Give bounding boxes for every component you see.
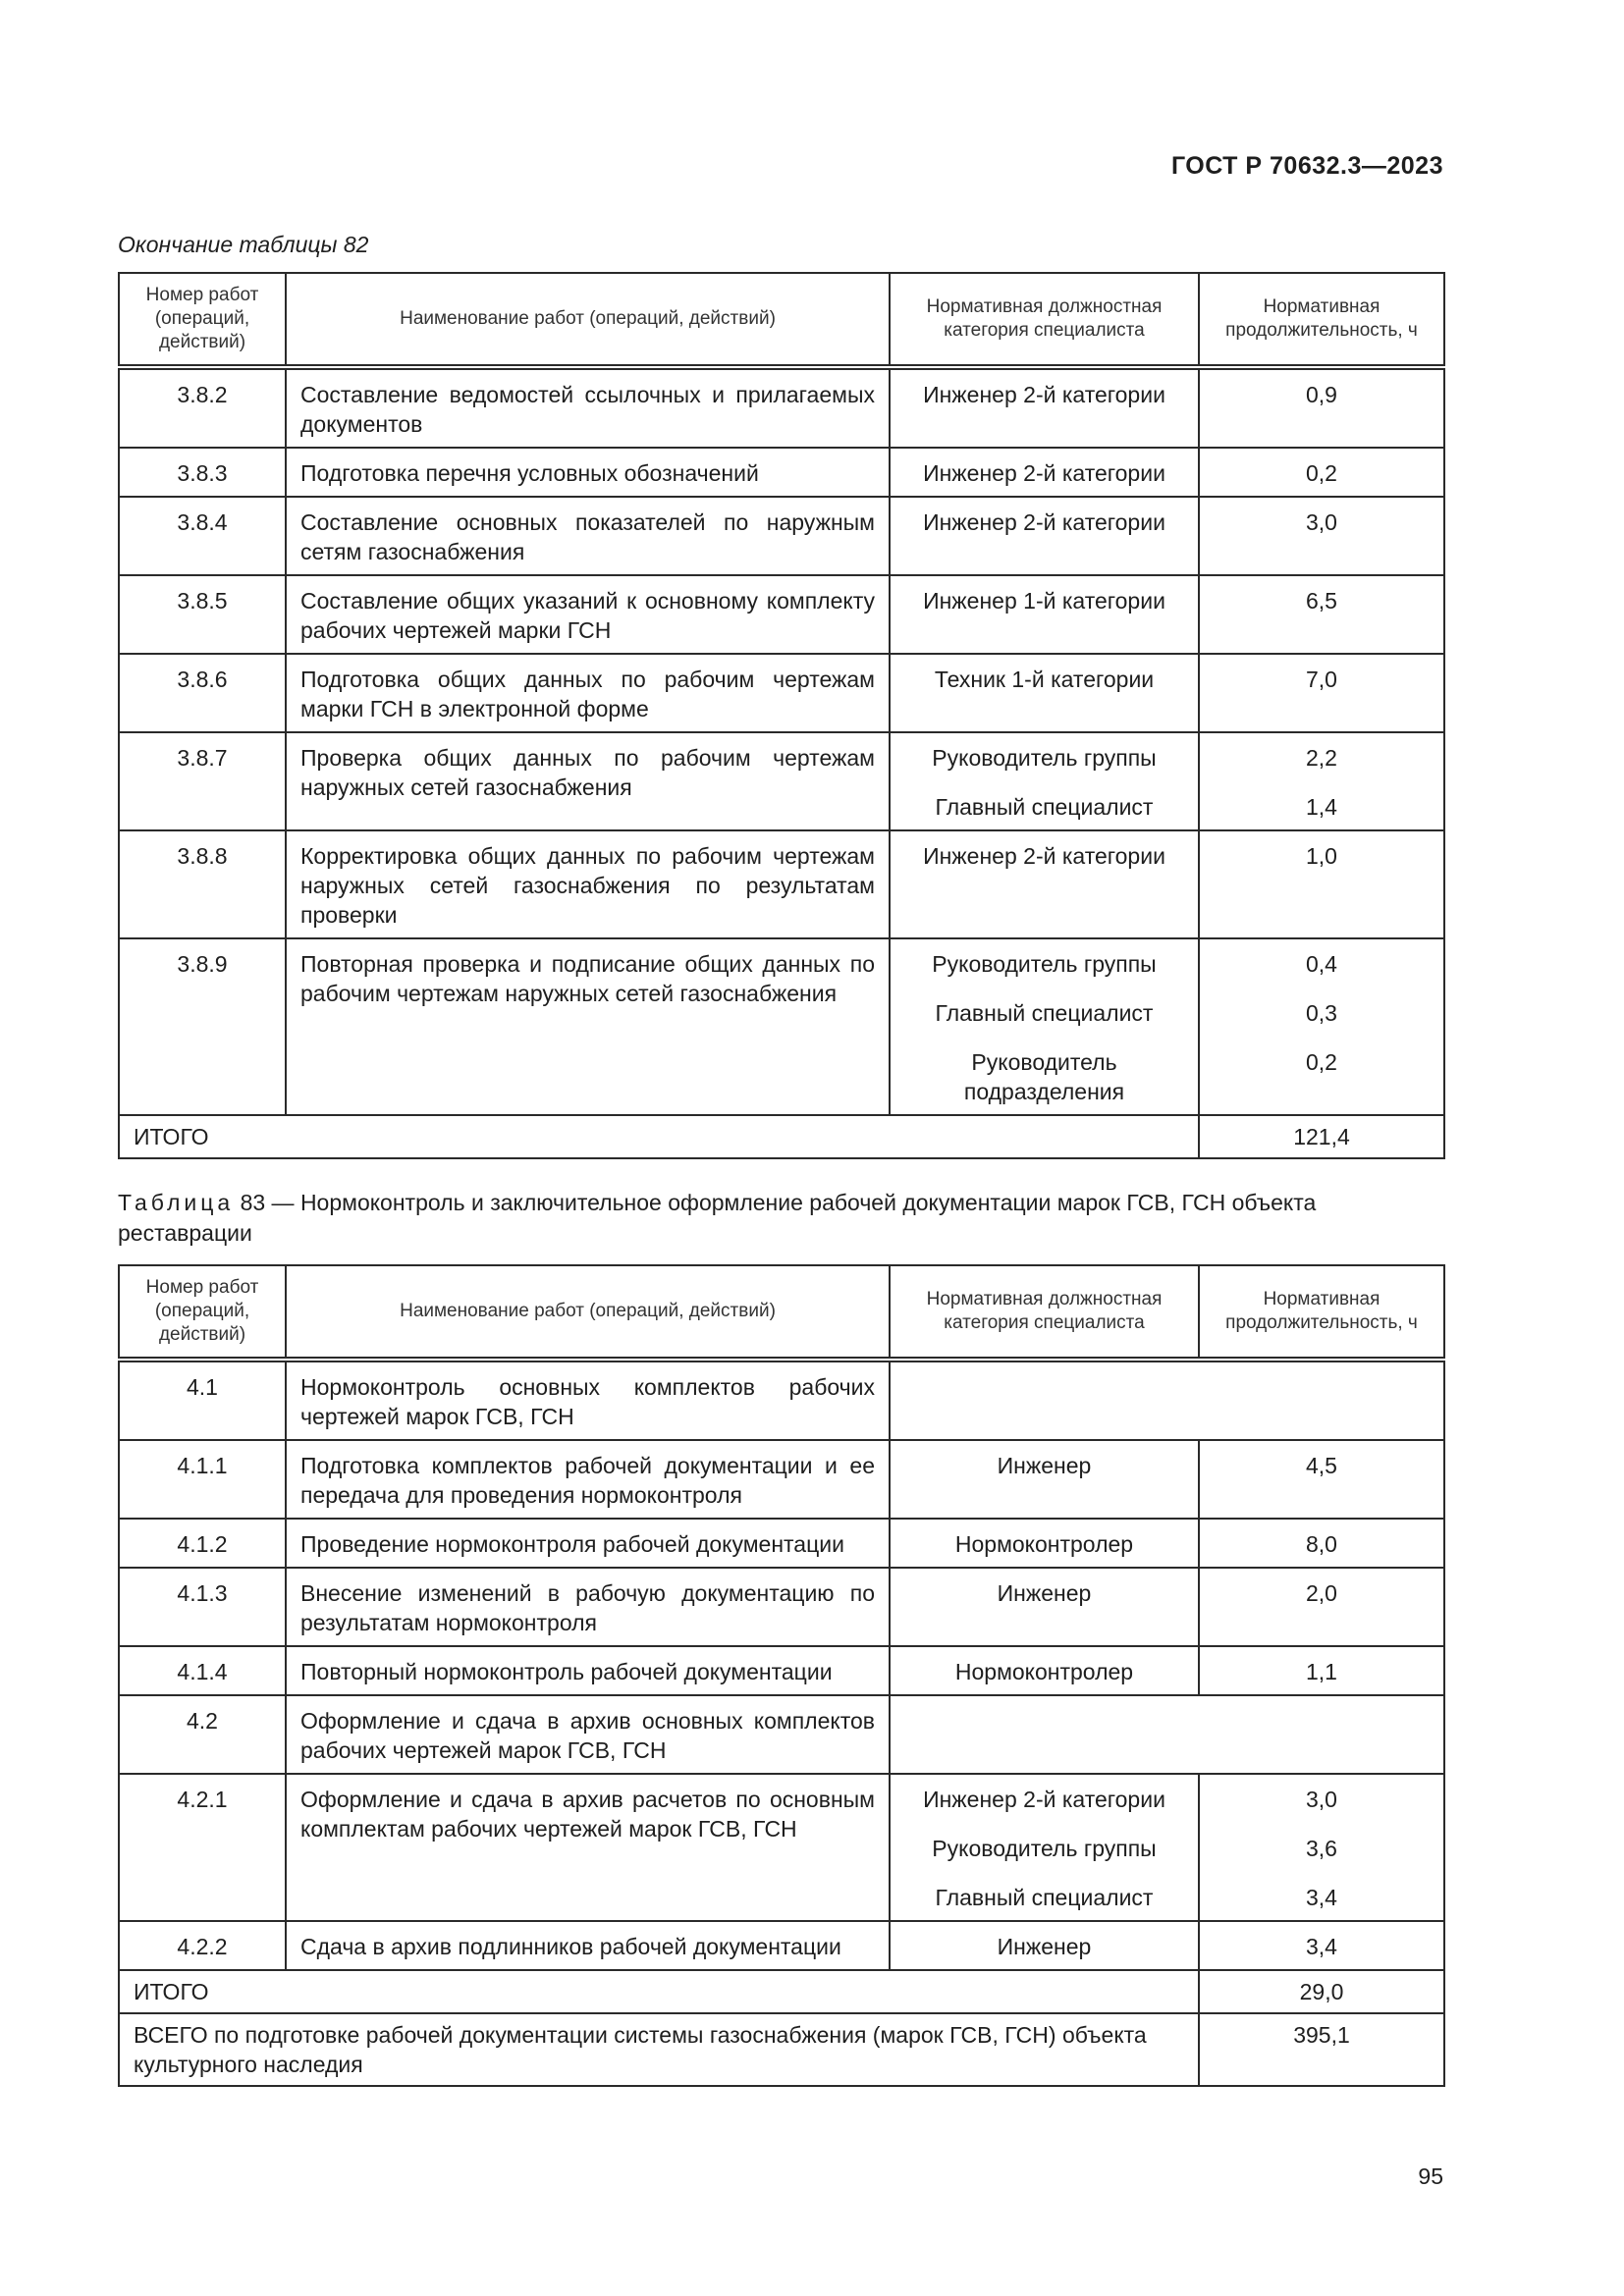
duration-value: 4,5 bbox=[1306, 1453, 1337, 1478]
category-value: Руководитель группы bbox=[932, 745, 1157, 771]
category-value: Инженер 2-й категории bbox=[923, 843, 1165, 869]
row-category bbox=[890, 575, 1199, 654]
row-category bbox=[890, 497, 1199, 575]
duration-value: 3,0 bbox=[1306, 509, 1337, 535]
row-name: Проведение нормоконтроля рабочей документации bbox=[286, 1519, 890, 1568]
table-row bbox=[119, 1360, 1444, 1440]
duration-value: 3,0 bbox=[1306, 1787, 1337, 1812]
row-duration bbox=[1199, 1519, 1444, 1568]
row-category bbox=[890, 1774, 1199, 1921]
duration-value: 0,9 bbox=[1306, 382, 1337, 407]
row-name: Оформление и сдача в архив основных комплектов рабочих чертежей марок ГСВ, ГСН bbox=[286, 1695, 890, 1774]
row-duration bbox=[1199, 448, 1444, 497]
column-header-duration: Нормативная продолжительность, ч bbox=[1199, 273, 1444, 367]
table-row bbox=[119, 1440, 1444, 1519]
total-row bbox=[119, 1115, 1444, 1158]
row-name: Повторная проверка и подписание общих данных по рабочим чертежам наружных сетей газоснабжения bbox=[286, 938, 890, 1115]
duration-value: 3,4 bbox=[1306, 1934, 1337, 1959]
table-83 bbox=[118, 1264, 1445, 2087]
row-name: Проверка общих данных по рабочим чертежам наружных сетей газоснабжения bbox=[286, 732, 890, 830]
row-duration bbox=[1199, 575, 1444, 654]
column-header-duration: Нормативная продолжительность, ч bbox=[1199, 1265, 1444, 1360]
row-number: 3.8.6 bbox=[119, 654, 286, 732]
row-number: 3.8.8 bbox=[119, 830, 286, 938]
row-name: Составление основных показателей по наружным сетям газоснабжения bbox=[286, 497, 890, 575]
row-number: 4.2.1 bbox=[119, 1774, 286, 1921]
row-number: 3.8.3 bbox=[119, 448, 286, 497]
row-duration bbox=[1199, 1774, 1444, 1921]
page-number: 95 bbox=[1418, 2163, 1443, 2189]
table-row bbox=[119, 497, 1444, 575]
row-duration bbox=[1199, 938, 1444, 1115]
column-header-name: Наименование работ (операций, действий) bbox=[286, 273, 890, 367]
row-category bbox=[890, 1440, 1199, 1519]
row-duration bbox=[1199, 1568, 1444, 1646]
table-row bbox=[119, 938, 1444, 1115]
duration-value: 0,2 bbox=[1306, 460, 1337, 486]
category-value: Техник 1-й категории bbox=[934, 667, 1155, 692]
grand-total-value: 395,1 bbox=[1199, 2013, 1444, 2086]
category-value: Инженер 2-й категории bbox=[923, 382, 1165, 407]
row-number: 4.1.2 bbox=[119, 1519, 286, 1568]
row-category bbox=[890, 1921, 1199, 1970]
row-name: Нормоконтроль основных комплектов рабочих чертежей марок ГСВ, ГСН bbox=[286, 1360, 890, 1440]
row-number: 4.1.1 bbox=[119, 1440, 286, 1519]
row-number: 3.8.5 bbox=[119, 575, 286, 654]
category-value: Нормоконтролер bbox=[954, 1659, 1134, 1684]
table-83-caption-text: 83 — Нормоконтроль и заключительное оформление рабочей документации марок ГСВ, ГСН объекта реставрации bbox=[118, 1190, 1317, 1246]
total-value: 29,0 bbox=[1199, 1970, 1444, 2013]
row-duration bbox=[1199, 1646, 1444, 1695]
total-label: ИТОГО bbox=[119, 1970, 1199, 2013]
category-value: Инженер 2-й категории bbox=[923, 1787, 1165, 1812]
total-value: 121,4 bbox=[1199, 1115, 1444, 1158]
table-header-row bbox=[119, 1265, 1444, 1360]
category-value: Инженер bbox=[997, 1453, 1092, 1478]
row-name: Корректировка общих данных по рабочим чертежам наружных сетей газоснабжения по результатам проверки bbox=[286, 830, 890, 938]
row-name: Оформление и сдача в архив расчетов по основным комплектам рабочих чертежей марок ГСВ, ГСН bbox=[286, 1774, 890, 1921]
row-category bbox=[890, 830, 1199, 938]
row-number: 4.2.2 bbox=[119, 1921, 286, 1970]
row-category bbox=[890, 1568, 1199, 1646]
table-row bbox=[119, 1695, 1444, 1774]
duration-value: 2,0 bbox=[1306, 1580, 1337, 1606]
row-name: Подготовка перечня условных обозначений bbox=[286, 448, 890, 497]
row-number: 4.2 bbox=[119, 1695, 286, 1774]
column-header-category: Нормативная должностная категория специалиста bbox=[890, 1265, 1199, 1360]
row-number: 4.1 bbox=[119, 1360, 286, 1440]
row-category bbox=[890, 654, 1199, 732]
row-name: Составление общих указаний к основному комплекту рабочих чертежей марки ГСН bbox=[286, 575, 890, 654]
row-duration bbox=[1199, 497, 1444, 575]
category-value: Руководитель группы bbox=[932, 1836, 1157, 1861]
row-empty-cells bbox=[890, 1695, 1444, 1774]
category-value: Главный специалист bbox=[935, 1000, 1154, 1026]
table-row bbox=[119, 575, 1444, 654]
standard-code: ГОСТ Р 70632.3—2023 bbox=[1170, 152, 1443, 180]
duration-value: 0,2 bbox=[1306, 1049, 1337, 1075]
row-category bbox=[890, 938, 1199, 1115]
category-value: Главный специалист bbox=[935, 794, 1154, 820]
row-number: 3.8.7 bbox=[119, 732, 286, 830]
column-header-number: Номер работ (операций, действий) bbox=[119, 1265, 286, 1360]
duration-value: 3,6 bbox=[1306, 1836, 1337, 1861]
table-row bbox=[119, 1646, 1444, 1695]
table-row bbox=[119, 1519, 1444, 1568]
row-duration bbox=[1199, 367, 1444, 448]
row-number: 4.1.4 bbox=[119, 1646, 286, 1695]
total-label: ИТОГО bbox=[119, 1115, 1199, 1158]
total-row bbox=[119, 1970, 1444, 2013]
table-82 bbox=[118, 272, 1445, 1159]
table-row bbox=[119, 367, 1444, 448]
row-name: Составление ведомостей ссылочных и прилагаемых документов bbox=[286, 367, 890, 448]
category-value: Руководитель подразделения bbox=[963, 1049, 1125, 1104]
row-number: 3.8.9 bbox=[119, 938, 286, 1115]
table-82-caption: Окончание таблицы 82 bbox=[118, 232, 369, 257]
table-row bbox=[119, 1568, 1444, 1646]
row-empty-cells bbox=[890, 1360, 1444, 1440]
row-name: Подготовка общих данных по рабочим чертежам марки ГСН в электронной форме bbox=[286, 654, 890, 732]
row-category bbox=[890, 448, 1199, 497]
row-number: 3.8.4 bbox=[119, 497, 286, 575]
row-name: Повторный нормоконтроль рабочей документации bbox=[286, 1646, 890, 1695]
category-value: Нормоконтролер bbox=[954, 1531, 1134, 1557]
table-row bbox=[119, 732, 1444, 830]
row-category bbox=[890, 1646, 1199, 1695]
row-duration bbox=[1199, 1921, 1444, 1970]
table-83-caption bbox=[118, 1188, 1443, 1249]
row-duration bbox=[1199, 732, 1444, 830]
row-category bbox=[890, 732, 1199, 830]
duration-value: 1,0 bbox=[1306, 843, 1337, 869]
table-row bbox=[119, 448, 1444, 497]
category-value: Главный специалист bbox=[935, 1885, 1154, 1910]
duration-value: 7,0 bbox=[1306, 667, 1337, 692]
table-row bbox=[119, 1774, 1444, 1921]
duration-value: 2,2 bbox=[1306, 745, 1337, 771]
table-row bbox=[119, 1921, 1444, 1970]
category-value: Инженер 2-й категории bbox=[923, 509, 1165, 535]
row-category bbox=[890, 367, 1199, 448]
duration-value: 1,4 bbox=[1306, 794, 1337, 820]
table-row bbox=[119, 830, 1444, 938]
duration-value: 0,4 bbox=[1306, 951, 1337, 977]
row-category bbox=[890, 1519, 1199, 1568]
row-name: Подготовка комплектов рабочей документации и ее передача для проведения нормоконтроля bbox=[286, 1440, 890, 1519]
grand-total-row bbox=[119, 2013, 1444, 2086]
duration-value: 8,0 bbox=[1306, 1531, 1337, 1557]
column-header-number: Номер работ (операций, действий) bbox=[119, 273, 286, 367]
duration-value: 0,3 bbox=[1306, 1000, 1337, 1026]
row-duration bbox=[1199, 830, 1444, 938]
row-number: 4.1.3 bbox=[119, 1568, 286, 1646]
category-value: Инженер bbox=[997, 1580, 1092, 1606]
category-value: Инженер bbox=[997, 1934, 1092, 1959]
table-row bbox=[119, 654, 1444, 732]
duration-value: 6,5 bbox=[1306, 588, 1337, 614]
column-header-category: Нормативная должностная категория специалиста bbox=[890, 273, 1199, 367]
grand-total-label: ВСЕГО по подготовке рабочей документации системы газоснабжения (марок ГСВ, ГСН) объекта культурного наследия bbox=[119, 2013, 1199, 2086]
column-header-name: Наименование работ (операций, действий) bbox=[286, 1265, 890, 1360]
table-83-caption-prefix: Таблица bbox=[118, 1190, 235, 1215]
row-name: Сдача в архив подлинников рабочей документации bbox=[286, 1921, 890, 1970]
row-name: Внесение изменений в рабочую документацию по результатам нормоконтроля bbox=[286, 1568, 890, 1646]
row-number: 3.8.2 bbox=[119, 367, 286, 448]
duration-value: 3,4 bbox=[1306, 1885, 1337, 1910]
duration-value: 1,1 bbox=[1306, 1659, 1337, 1684]
category-value: Инженер 1-й категории bbox=[923, 588, 1165, 614]
category-value: Руководитель группы bbox=[932, 951, 1157, 977]
row-duration bbox=[1199, 654, 1444, 732]
row-duration bbox=[1199, 1440, 1444, 1519]
category-value: Инженер 2-й категории bbox=[923, 460, 1165, 486]
table-header-row bbox=[119, 273, 1444, 367]
